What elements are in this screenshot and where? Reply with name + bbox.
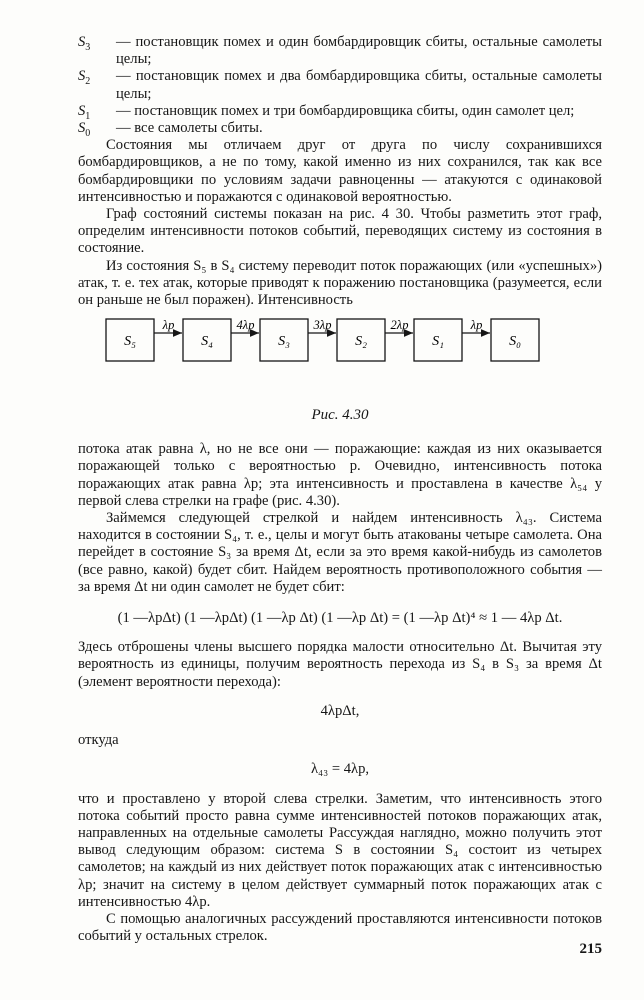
- paragraph-transition-s5-s4: Из состояния S₅ в S₄ систему переводит поток поражающих (или «успешных») атак, т. е. тех атак, которые приводят к поражению постановщика (разумеется, если он раньше не был поражен). Интенсивность: [78, 257, 602, 309]
- state-node: [183, 319, 231, 361]
- transition-arrow: [308, 318, 336, 333]
- definition-item: [78, 68, 602, 102]
- state-symbol: $S_0$: [78, 120, 91, 139]
- paragraph-lambda-43: Займемся следующей стрелкой и найдем интенсивность λ₄₃. Система находится в состоянии S₄, т. е., целы и могут быть атакованы четыре самолета. Она перейдет в состояние S₃ за время Δt, если за это время какой-нибудь из самолетов (все равно, какой) будет сбит. Найдем вероятность противоположного события — за время Δt ни один самолет не будет сбит:: [78, 510, 602, 595]
- transition-arrow: [385, 318, 413, 333]
- transition-arrow: [462, 318, 490, 333]
- state-symbol: $S_1$: [78, 102, 91, 122]
- state-symbol: $S_2$: [78, 68, 91, 88]
- page-number: 215: [579, 941, 602, 957]
- transition-rate-label: λp: [162, 318, 175, 333]
- paragraph-states: Состояния мы отличаем друг от друга по числу сохранившихся бомбардировщиков, а не по тому, какой именно из них сохранился, так как все бомбардировщики по условиям задачи равноценны — атакуются с одинаковой интенсивностью и поражаются с одинаковой вероятностью.: [78, 137, 602, 205]
- formula-probability: (1 —λpΔt) (1 —λpΔt) (1 —λp Δt) (1 —λp Δt) = (1 —λp Δt)⁴ ≈ 1 — 4λp Δt.: [117, 610, 563, 627]
- definition-text: — постановщик помех и один бомбардировщик сбиты, остальные самолеты целы;: [116, 34, 602, 68]
- paragraph-whence: откуда: [78, 732, 119, 749]
- state-node: [260, 319, 308, 361]
- state-label: S₄: [201, 334, 213, 350]
- paragraph-remaining-arrows: С помощью аналогичных рассуждений проставляются интенсивности потоков событий у остальных стрелок.: [78, 910, 602, 945]
- definition-item: [78, 120, 602, 137]
- definition-text: — постановщик помех и два бомбардировщика сбиты, остальные самолеты целы;: [116, 68, 602, 102]
- state-definitions: [78, 34, 602, 137]
- paragraph-attack-intensity: потока атак равна λ, но не все они — поражающие: каждая из них оказывается поражающей только с вероятностью p. Очевидно, интенсивность потока поражающих атак равна λp; эта интенсивность и проставлена в качестве λ₅₄ у первой слева стрелки на графе (рис. 4.30).: [78, 441, 602, 509]
- transition-rate-label: 4λp: [236, 318, 255, 333]
- state-label: S₀: [509, 334, 521, 350]
- transition-rate-label: 3λp: [313, 318, 332, 333]
- state-label: S₂: [355, 334, 367, 350]
- state-symbol: $S_3$: [78, 34, 91, 53]
- definition-text: — все самолеты сбиты.: [116, 120, 263, 137]
- state-node: [414, 319, 462, 361]
- formula-lambda-43: λ₄₃ = 4λp,: [310, 761, 370, 778]
- paragraph-graph-intro: Граф состояний системы показан на рис. 4 30. Чтобы разметить этот граф, определим интенсивности потоков событий, переводящих систему из состояния в состояние.: [78, 206, 602, 257]
- figure-caption: Рис. 4.30: [311, 407, 369, 424]
- paragraph-sum-intensities: что и проставлено у второй слева стрелки. Заметим, что интенсивность этого потока событий просто равна сумме интенсивностей потоков поражающих атак, направленных на отдельные самолеты Рассуждая наглядно, можно получить этот вывод следующим образом: система S в состоянии S₄ состоит из четырех самолетов; на каждый из них действует поток поражающих атак с интенсивностью λp; значит на систему в целом действует суммарный поток поражающих атак с интенсивностью 4λp.: [78, 790, 602, 910]
- state-graph-figure: [78, 309, 602, 441]
- state-node: [106, 319, 154, 361]
- paragraph-higher-order: Здесь отброшены члены высшего порядка малости относительно Δt. Вычитая эту вероятность из единицы, получим вероятность перехода из S₄ в S₃ за время Δt (элемент вероятности перехода):: [78, 639, 602, 690]
- state-graph: [78, 309, 602, 401]
- state-label: S₃: [278, 334, 290, 350]
- state-node: [491, 319, 539, 361]
- definition-text: — постановщик помех и три бомбардировщика сбиты, один самолет цел;: [116, 102, 575, 119]
- transition-rate-label: λp: [470, 318, 483, 333]
- formula-element: 4λpΔt,: [320, 702, 360, 719]
- transition-arrow: [154, 318, 182, 333]
- transition-rate-label: 2λp: [390, 318, 409, 333]
- state-label: S₅: [124, 334, 136, 350]
- page-body: [78, 34, 602, 945]
- definition-item: [78, 103, 602, 120]
- state-node: [337, 319, 385, 361]
- transition-arrow: [231, 318, 259, 333]
- definition-item: [78, 34, 602, 68]
- state-label: S₁: [432, 334, 444, 350]
